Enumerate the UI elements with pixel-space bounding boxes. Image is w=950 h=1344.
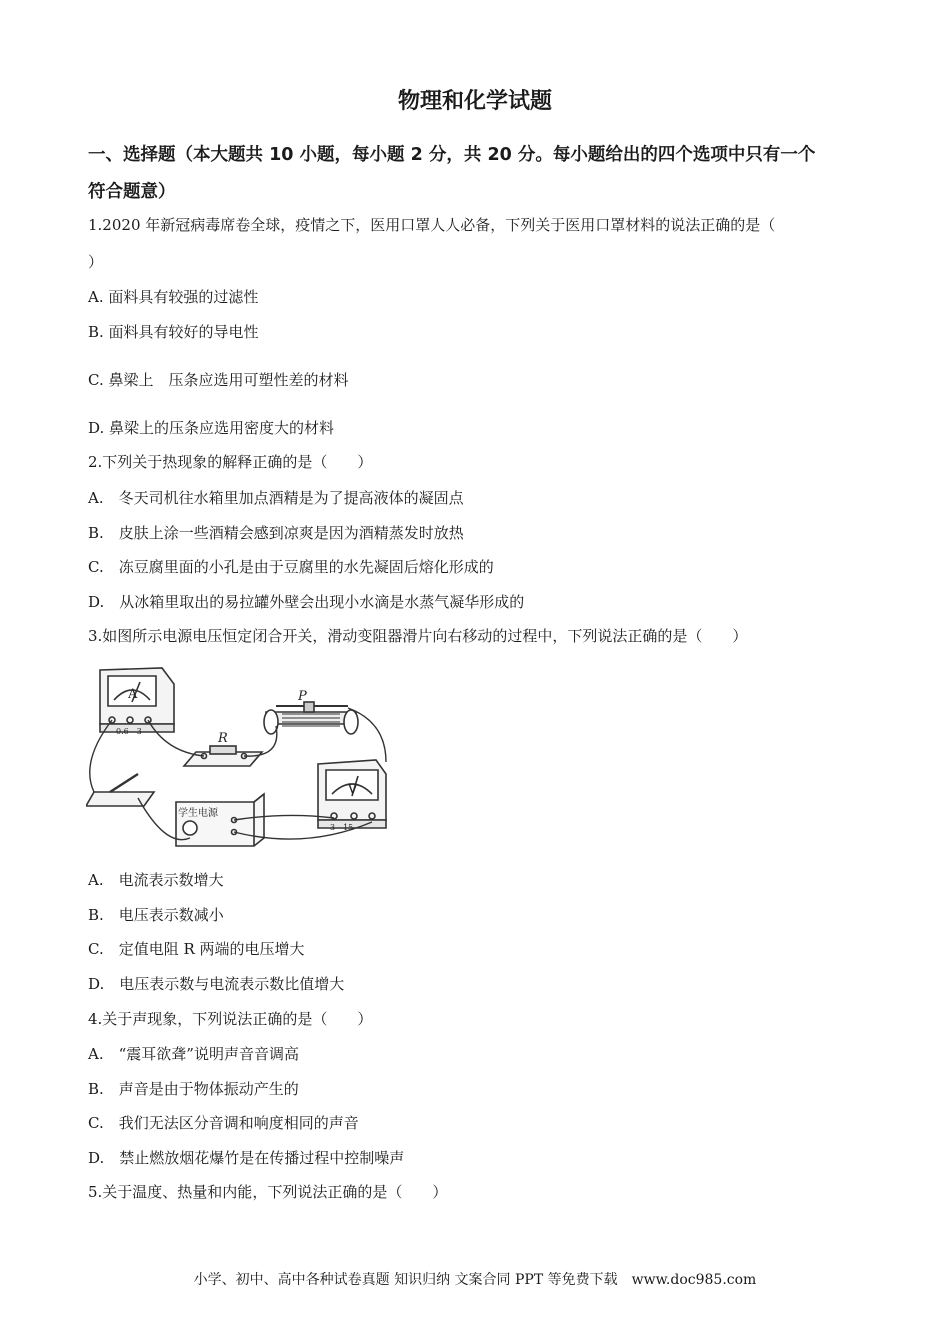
question-4-option-d: D. 禁止燃放烟花爆竹是在传播过程中控制噪声 xyxy=(88,1149,405,1167)
question-3-option-a: A. 电流表示数增大 xyxy=(88,871,224,889)
question-4-option-b: B. 声音是由于物体振动产生的 xyxy=(88,1080,299,1098)
question-1-option-c: C. 鼻梁上 压条应选用可塑性差的材料 xyxy=(88,371,349,389)
page-title: 物理和化学试题 xyxy=(397,89,552,114)
question-2-option-c: C. 冻豆腐里面的小孔是由于豆腐里的水先凝固后熔化形成的 xyxy=(88,558,494,576)
question-4-option-a: A. “震耳欲聋”说明声音音调高 xyxy=(88,1045,299,1063)
question-3-option-b: B. 电压表示数减小 xyxy=(88,906,224,924)
circuit-diagram xyxy=(86,662,396,850)
power-supply-label: 学生电源 xyxy=(178,808,218,819)
footer-text: 小学、初中、高中各种试卷真题 知识归纳 文案合同 PPT 等免费下载 www.doc985.com xyxy=(193,1272,757,1288)
question-1-stem: 1.2020 年新冠病毒席卷全球，疫情之下，医用口罩人人必备，下列关于医用口罩材料的说法正确的是（ xyxy=(88,216,776,234)
question-1-option-d: D. 鼻梁上的压条应选用密度大的材料 xyxy=(88,419,335,437)
question-3-option-c: C. 定值电阻 R 两端的电压增大 xyxy=(88,940,305,958)
question-1-option-a: A. 面料具有较强的过滤性 xyxy=(88,288,259,306)
question-3-stem: 3.如图所示电源电压恒定闭合开关，滑动变阻器滑片向右移动的过程中，下列说法正确的是（ ） xyxy=(88,627,748,645)
question-2-option-b: B. 皮肤上涂一些酒精会感到凉爽是因为酒精蒸发时放热 xyxy=(88,524,464,542)
section-heading-line1: 一、选择题（本大题共 10 小题，每小题 2 分，共 20 分。每小题给出的四个选项中只有一个 xyxy=(88,145,816,165)
section-heading-line2: 符合题意） xyxy=(88,182,176,202)
question-2-stem: 2.下列关于热现象的解释正确的是（ ） xyxy=(88,453,373,471)
question-1-stem-end: ） xyxy=(88,253,104,271)
question-3-option-d: D. 电压表示数与电流表示数比值增大 xyxy=(88,975,345,993)
question-2-option-d: D. 从冰箱里取出的易拉罐外壁会出现小水滴是水蒸气凝华形成的 xyxy=(88,593,525,611)
question-4-option-c: C. 我们无法区分音调和响度相同的声音 xyxy=(88,1114,359,1132)
question-5-stem: 5.关于温度、热量和内能，下列说法正确的是（ ） xyxy=(88,1183,448,1201)
resistor-label: R xyxy=(218,731,228,746)
voltmeter-label: V xyxy=(348,783,358,798)
question-2-option-a: A. 冬天司机往水箱里加点酒精是为了提高液体的凝固点 xyxy=(88,489,464,507)
voltmeter-terminals: 3 15 xyxy=(330,823,354,832)
question-4-stem: 4.关于声现象，下列说法正确的是（ ） xyxy=(88,1010,373,1028)
ammeter-terminals: 0.6 3 xyxy=(116,727,142,736)
question-1-option-b: B. 面料具有较好的导电性 xyxy=(88,323,259,341)
ammeter-label: A xyxy=(128,687,138,702)
slider-label: P xyxy=(298,689,307,704)
